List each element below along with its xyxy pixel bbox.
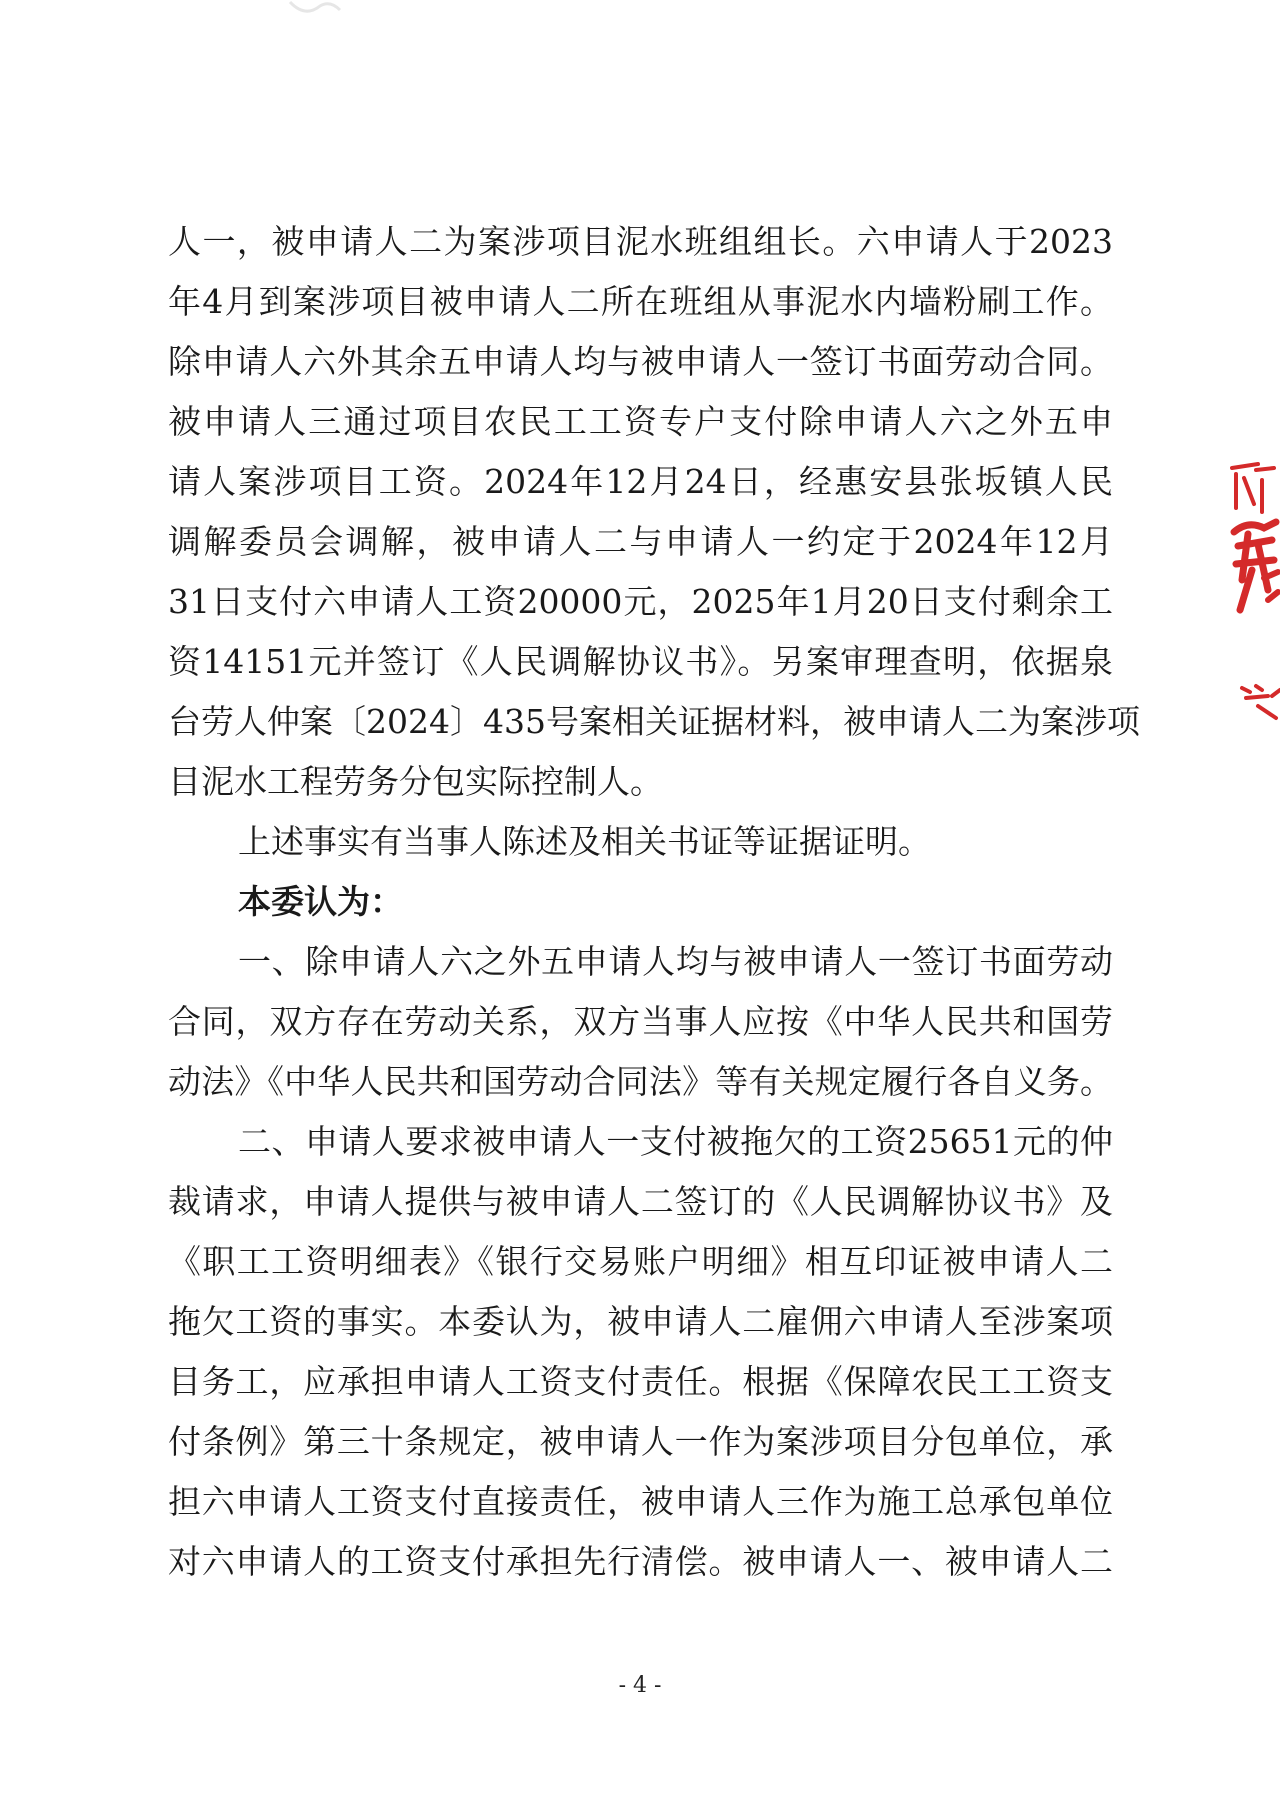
text-line: 裁请求，申请人提供与被申请人二签订的《人民调解协议书》及 (168, 1182, 1113, 1221)
text-line: 担六申请人工资支付直接责任，被申请人三作为施工总承包单位 (168, 1482, 1113, 1521)
text-line: 上述事实有当事人陈述及相关书证等证据证明。 (238, 822, 931, 861)
text-line: 合同，双方存在劳动关系，双方当事人应按《中华人民共和国劳 (168, 1002, 1113, 1041)
text-line: 除申请人六外其余五申请人均与被申请人一签订书面劳动合同。 (168, 342, 1113, 381)
text-line: 调解委员会调解，被申请人二与申请人一约定于2024年12月 (168, 522, 1113, 561)
text-line: 动法》《中华人民共和国劳动合同法》等有关规定履行各自义务。 (168, 1062, 1113, 1101)
text-line: 请人案涉项目工资。2024年12月24日，经惠安县张坂镇人民 (168, 462, 1113, 501)
text-line: 目泥水工程劳务分包实际控制人。 (168, 762, 663, 801)
text-line: 一、除申请人六之外五申请人均与被申请人一签订书面劳动 (238, 942, 1113, 981)
text-line: 对六申请人的工资支付承担先行清偿。被申请人一、被申请人二 (168, 1542, 1113, 1581)
scan-smudge (285, 0, 345, 22)
text-line: 二、申请人要求被申请人一支付被拖欠的工资25651元的仲 (238, 1122, 1113, 1161)
text-line: 年4月到案涉项目被申请人二所在班组从事泥水内墙粉刷工作。 (168, 282, 1113, 321)
red-seal-fragment (1228, 460, 1280, 760)
text-line: 人一，被申请人二为案涉项目泥水班组组长。六申请人于2023 (168, 222, 1113, 261)
text-line: 被申请人三通过项目农民工工资专户支付除申请人六之外五申 (168, 402, 1113, 441)
section-heading: 本委认为： (238, 882, 403, 921)
text-line: 31日支付六申请人工资20000元，2025年1月20日支付剩余工 (168, 582, 1113, 621)
text-line: 资14151元并签订《人民调解协议书》。另案审理查明，依据泉 (168, 642, 1113, 681)
text-line: 《职工工资明细表》《银行交易账户明细》相互印证被申请人二 (168, 1242, 1113, 1281)
document-body (168, 212, 1140, 1592)
text-line: 台劳人仲案〔2024〕435号案相关证据材料，被申请人二为案涉项 (168, 702, 1140, 741)
text-line: 拖欠工资的事实。本委认为，被申请人二雇佣六申请人至涉案项 (168, 1302, 1113, 1341)
text-line: 目务工，应承担申请人工资支付责任。根据《保障农民工工资支 (168, 1362, 1113, 1401)
text-line: 付条例》第三十条规定，被申请人一作为案涉项目分包单位，承 (168, 1422, 1113, 1461)
page-number: - 4 - (618, 1673, 662, 1698)
